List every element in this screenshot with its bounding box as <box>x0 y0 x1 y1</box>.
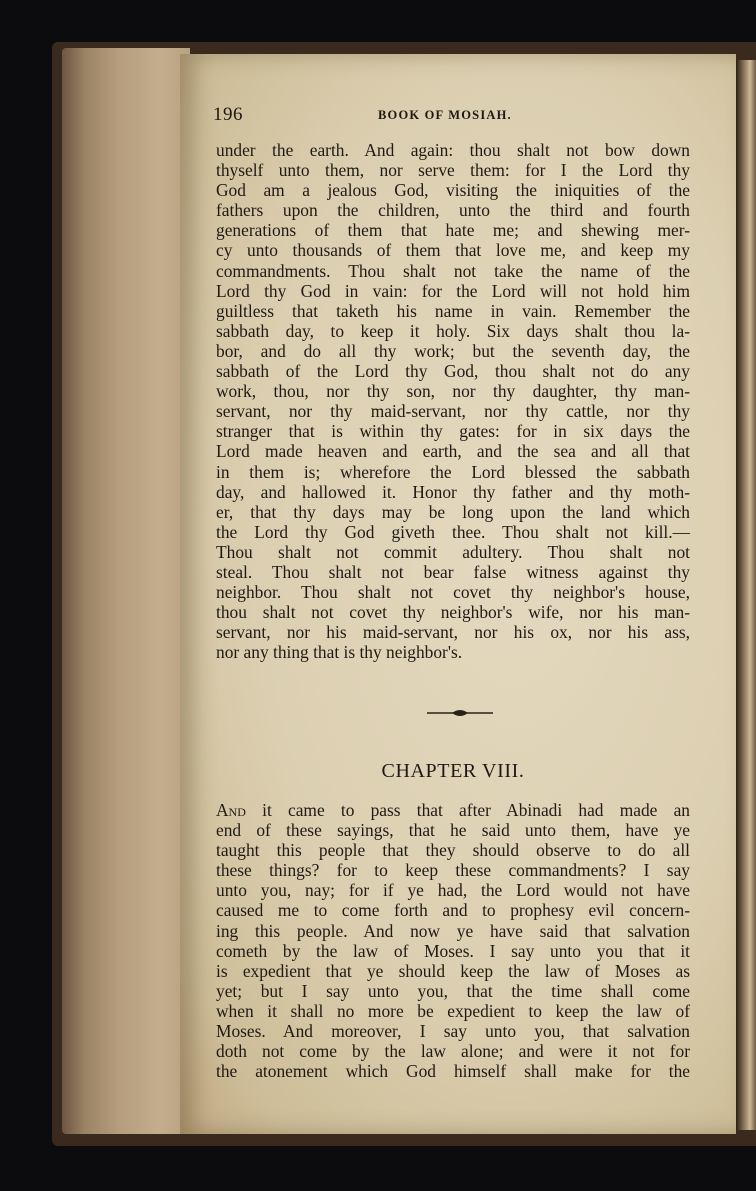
text-line: God am a jealous God, visiting the iniquities of the <box>216 180 690 201</box>
text-line: fathers upon the children, unto the third and fourth <box>216 200 690 221</box>
text-line: servant, nor thy maid-servant, nor thy cattle, nor thy <box>216 401 690 422</box>
text-line: commandments. Thou shalt not take the name of the <box>216 260 690 281</box>
text-line: servant, nor his maid-servant, nor his ox, nor his ass, <box>216 622 690 643</box>
page-number: 196 <box>213 104 243 125</box>
text-line: in them is; wherefore the Lord blessed the sabbath <box>216 461 690 482</box>
text-line: bor, and do all thy work; but the seventh day, the <box>216 340 690 361</box>
chapter-title: CHAPTER VIII. <box>381 760 525 782</box>
text-line: guiltless that taketh his name in vain. Remember the <box>216 300 690 321</box>
section-1-text <box>216 140 690 662</box>
text-line: stranger that is within thy gates: for in six days the <box>216 421 690 442</box>
text-line: nor any thing that is thy neighbor's. <box>216 642 463 663</box>
text-line: Lord made heaven and earth, and the sea and all that <box>216 441 690 462</box>
text-line: ing this people. And now ye have said that salvation <box>216 920 690 941</box>
text-line <box>216 800 690 820</box>
text-line: Thou shalt not commit adultery. Thou shalt not <box>216 541 690 562</box>
text-line: neighbor. Thou shalt not covet thy neighbor's house, <box>216 582 690 603</box>
text-line: doth not come by the law alone; and were it not for <box>216 1041 690 1062</box>
running-head: BOOK OF MOSIAH. <box>378 108 512 122</box>
text-line: thyself unto them, nor serve them: for I the Lord thy <box>216 160 690 181</box>
text-line: under the earth. And again: thou shalt not bow down <box>216 140 690 160</box>
text-line: cometh by the law of Moses. I say unto you that it <box>216 940 690 961</box>
text-line: day, and hallowed it. Honor thy father and thy moth- <box>216 481 690 502</box>
text-line: is expedient that ye should keep the law of Moses as <box>216 960 690 981</box>
text-line-rest: it came to pass that after Abinadi had made an <box>245 800 690 820</box>
text-line: cy unto thousands of them that love me, and keep my <box>216 240 690 261</box>
text-line: taught this people that they should observe to do all <box>216 840 690 861</box>
facing-page-edge <box>736 60 756 1130</box>
text-line: steal. Thou shalt not bear false witness against thy <box>216 561 690 582</box>
section-2-text <box>216 800 690 1081</box>
text-line: sabbath day, to keep it holy. Six days shalt thou la- <box>216 320 690 341</box>
text-line: work, thou, nor thy son, nor thy daughter, thy man- <box>216 381 690 402</box>
text-line: caused me to come forth and to prophesy evil concern- <box>216 900 690 921</box>
text-line: the Lord thy God giveth thee. Thou shalt not kill.— <box>216 521 690 542</box>
text-line: generations of them that hate me; and shewing mer- <box>216 220 690 241</box>
text-line: Lord thy God in vain: for the Lord will not hold him <box>216 280 690 301</box>
text-line: Moses. And moreover, I say unto you, that salvation <box>216 1021 690 1042</box>
page-edges <box>62 48 190 1134</box>
text-line: sabbath of the Lord thy God, thou shalt not do any <box>216 361 690 382</box>
text-line: unto you, nay; for if ye had, the Lord would not have <box>216 880 690 901</box>
text-line: yet; but I say unto you, that the time shall come <box>216 980 690 1001</box>
text-line: end of these sayings, that he said unto them, have ye <box>216 820 690 841</box>
text-line: er, that thy days may be long upon the land which <box>216 501 690 522</box>
text-line: the atonement which God himself shall make for the <box>216 1061 690 1082</box>
section-divider-ornament <box>425 706 495 720</box>
drop-word: And <box>216 800 246 820</box>
text-line: thou shalt not covet thy neighbor's wife, nor his man- <box>216 602 690 623</box>
text-line: these things? for to keep these commandments? I say <box>216 860 690 881</box>
page-header <box>213 104 693 130</box>
text-line: when it shall no more be expedient to keep the law of <box>216 1000 690 1021</box>
